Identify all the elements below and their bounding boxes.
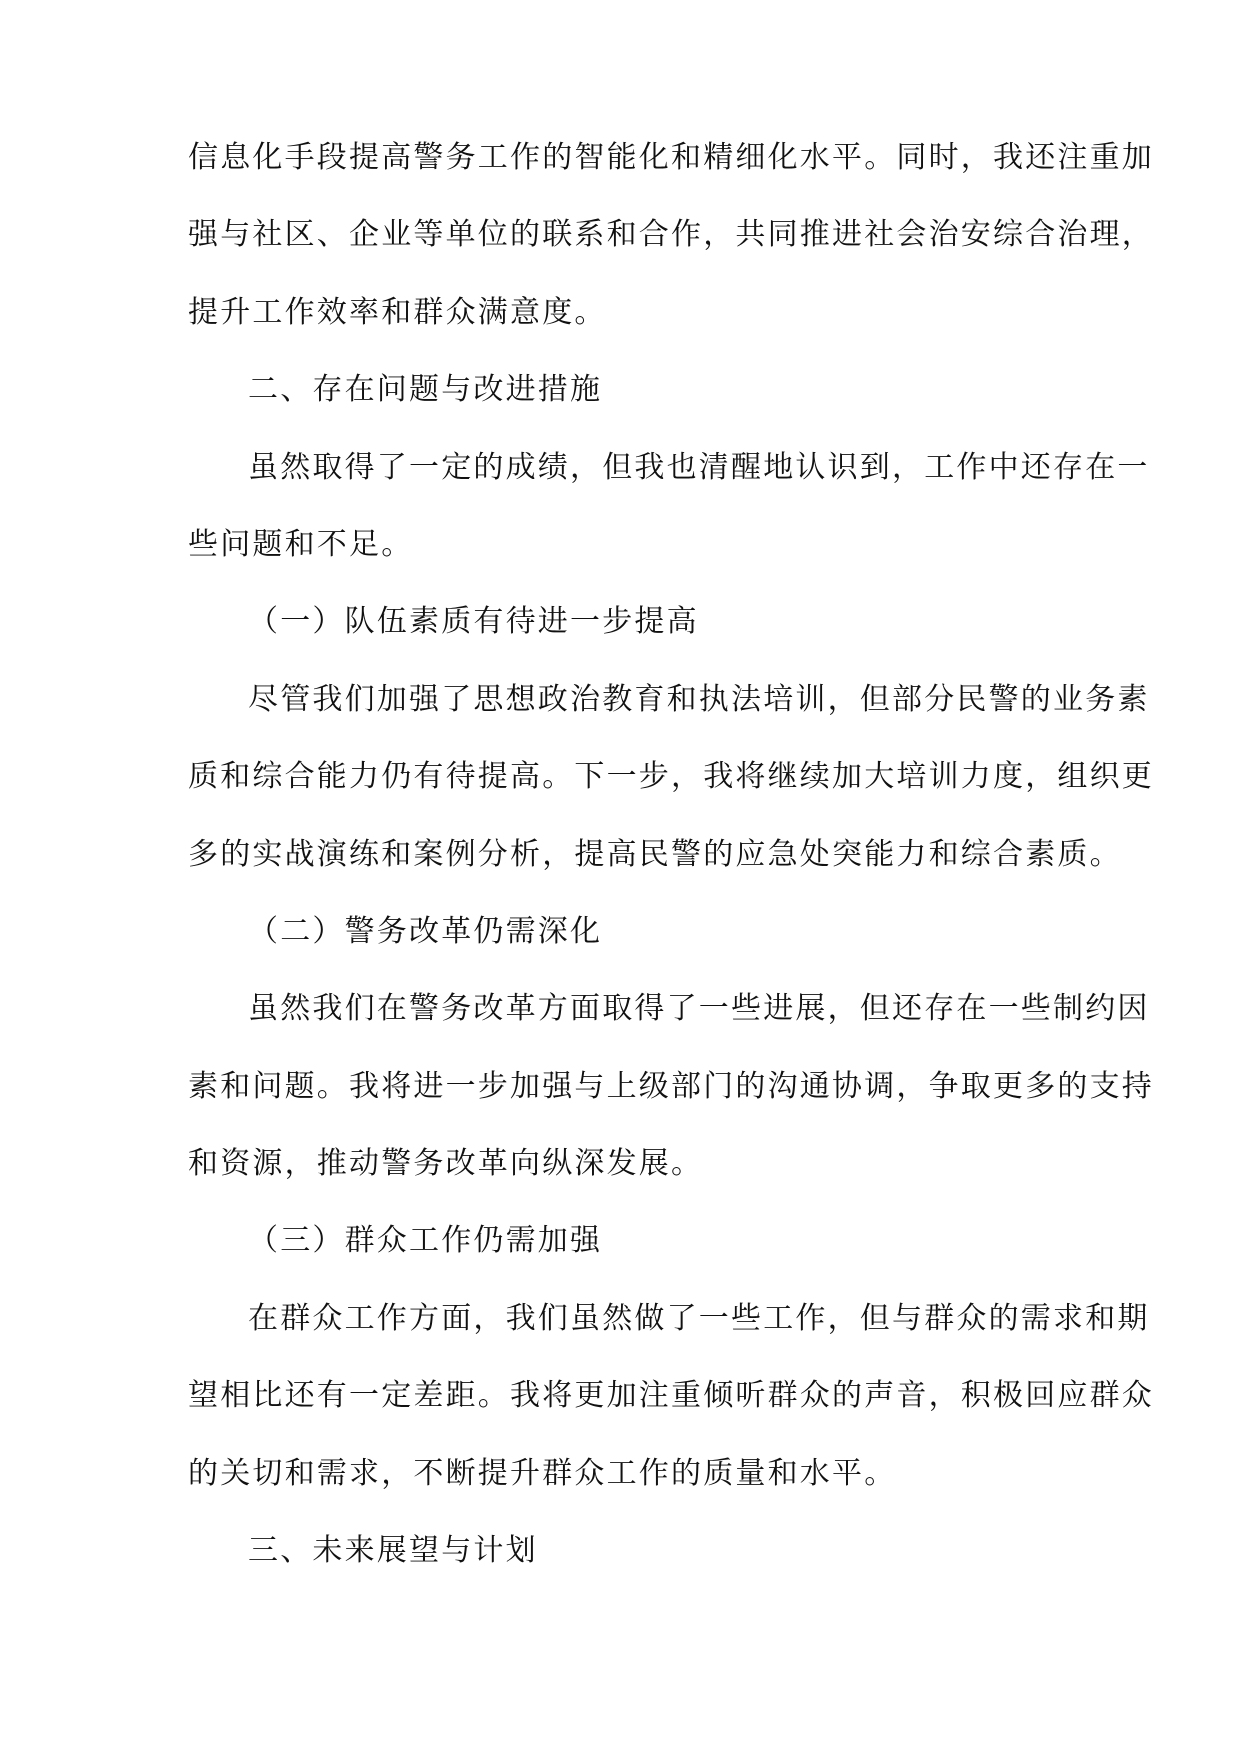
- text-line: 虽然取得了一定的成绩，但我也清醒地认识到，工作中还存在一: [248, 449, 1150, 485]
- text-line: 虽然我们在警务改革方面取得了一些进展，但还存在一些制约因: [248, 991, 1150, 1027]
- subsection-heading: （二）警务改革仍需深化: [248, 913, 603, 949]
- text-line: 强与社区、企业等单位的联系和合作，共同推进社会治安综合治理，: [188, 217, 1154, 253]
- text-line: 和资源，推动警务改革向纵深发展。: [188, 1146, 704, 1182]
- text-line: 质和综合能力仍有待提高。下一步，我将继续加大培训力度，组织更: [188, 759, 1154, 795]
- text-line: 在群众工作方面，我们虽然做了一些工作，但与群众的需求和期: [248, 1300, 1150, 1336]
- text-line: 提升工作效率和群众满意度。: [188, 294, 607, 330]
- document-body: [188, 140, 1154, 1613]
- text-line: 些问题和不足。: [188, 526, 414, 562]
- section-heading: 三、未来展望与计划: [248, 1533, 538, 1569]
- subsection-heading: （三）群众工作仍需加强: [248, 1223, 603, 1259]
- text-line: 素和问题。我将进一步加强与上级部门的沟通协调，争取更多的支持: [188, 1068, 1154, 1104]
- text-line: 尽管我们加强了思想政治教育和执法培训，但部分民警的业务素: [248, 681, 1150, 717]
- subsection-heading: （一）队伍素质有待进一步提高: [248, 604, 699, 640]
- text-line: 望相比还有一定差距。我将更加注重倾听群众的声音，积极回应群众: [188, 1378, 1154, 1414]
- text-line: 多的实战演练和案例分析，提高民警的应急处突能力和综合素质。: [188, 836, 1122, 872]
- section-heading: 二、存在问题与改进措施: [248, 372, 603, 408]
- text-line: 的关切和需求，不断提升群众工作的质量和水平。: [188, 1455, 897, 1491]
- text-line: 信息化手段提高警务工作的智能化和精细化水平。同时，我还注重加: [188, 140, 1154, 175]
